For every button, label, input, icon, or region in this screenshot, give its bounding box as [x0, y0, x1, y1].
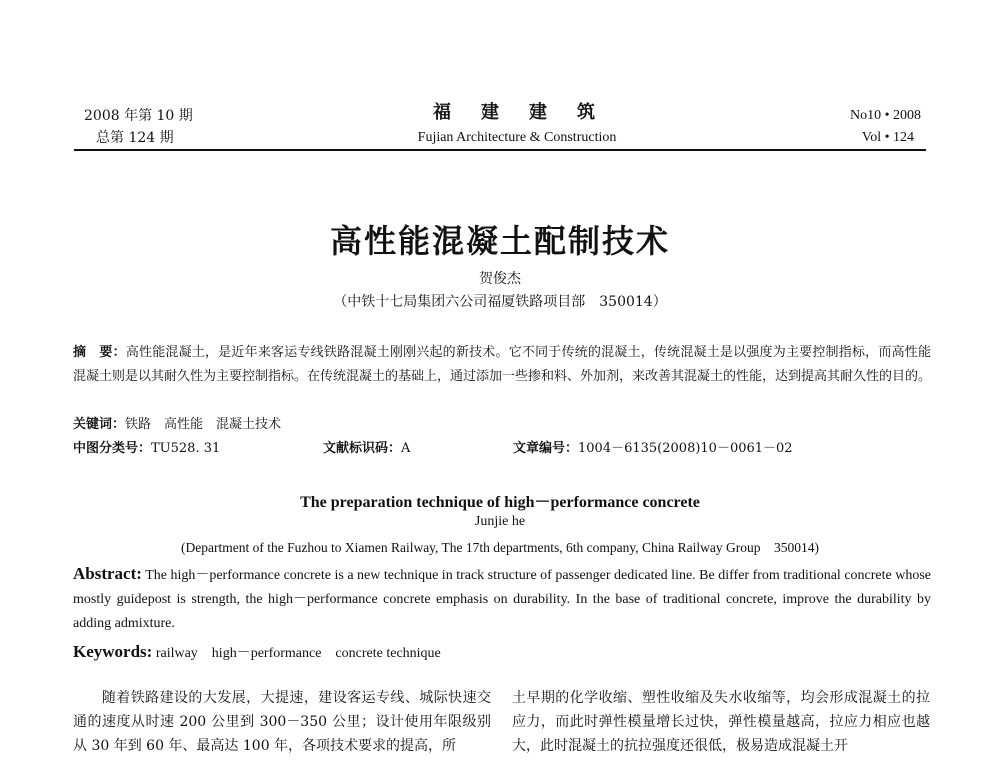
- keywords-label-en: Keywords:: [73, 642, 153, 661]
- abstract-label-en: Abstract:: [73, 564, 142, 583]
- article-title-cn: 高性能混凝土配制技术: [329, 222, 670, 260]
- author-en: Junjie he: [474, 514, 526, 529]
- abstract-text-en: The high－performance concrete is a new technique in track structure of passenger dedicated line. Be differ from traditional concrete whose mostly guidepost is strength, the high－performance concrete emphasis on durability. In the base of traditional concrete, improve the durability by adding admixture.: [73, 568, 932, 631]
- author-cn: 贺俊杰: [479, 271, 521, 287]
- clc-value: TU528. 31: [151, 441, 221, 456]
- affiliation-en: (Department of the Fuzhou to Xiamen Railway, The 17th departments, 6th company, China Railway Group 350014): [181, 540, 819, 555]
- abstract-text-cn: 高性能混凝土，是近年来客运专线铁路混凝土刚刚兴起的新技术。它不同于传统的混凝土，传统混凝土是以强度为主要控制指标，而高性能混凝土则是以其耐久性为主要控制指标。在传统混凝土的基础上，通过添加一些掺和料、外加剂，来改善其混凝土的性能，达到提高其耐久性的目的。: [73, 345, 932, 384]
- keywords-text-en: railway high－performance concrete technique: [155, 646, 441, 661]
- article-number-value: 1004－6135(2008)10－0061－02: [578, 441, 793, 456]
- header-rule: [74, 149, 926, 151]
- body-column-left: 随着铁路建设的大发展，大提速，建设客运专线、城际快速交通的速度从时速 200 公里到 300－350 公里；设计使用年限级别从 30 年到 60 年、最高达 100 年，各项技术要求的提高，所: [73, 690, 491, 754]
- volume-number-en: Vol • 124: [861, 130, 914, 145]
- article-number: [513, 437, 793, 461]
- clc-number: [73, 437, 220, 461]
- keywords-cn: [73, 413, 281, 437]
- abstract-en: [73, 562, 931, 636]
- journal-title-en: Fujian Architecture & Construction: [417, 130, 617, 145]
- article-number-label: 文章编号：: [513, 441, 579, 456]
- journal-title-cn: 福 建 建 筑: [433, 102, 601, 123]
- document-code-label: 文献标识码：: [323, 441, 402, 456]
- article-title-en: The preparation technique of high－performance concrete: [300, 494, 700, 511]
- clc-label: 中图分类号：: [73, 441, 152, 456]
- keywords-label-cn: 关键词：: [73, 417, 126, 432]
- affiliation-cn: （中铁十七局集团六公司福厦铁路项目部 350014）: [333, 294, 667, 310]
- body-column-right: 土早期的化学收缩、塑性收缩及失水收缩等，均会形成混凝土的拉应力，而此时弹性模量增长过快，弹性模量越高，拉应力相应也越大，此时混凝土的抗拉强度还很低，极易造成混凝土开: [512, 690, 930, 754]
- document-code-value: A: [401, 441, 411, 456]
- keywords-en: [73, 640, 441, 666]
- issue-year-number: 2008 年第 10 期: [84, 108, 193, 124]
- issue-total-number: 总第 124 期: [96, 130, 174, 146]
- abstract-label-cn: 摘 要：: [73, 345, 126, 360]
- issue-number-en: No10 • 2008: [849, 108, 921, 123]
- abstract-cn: [73, 341, 931, 389]
- keywords-text-cn: 铁路 高性能 混凝土技术: [125, 417, 282, 432]
- document-code: [323, 437, 410, 461]
